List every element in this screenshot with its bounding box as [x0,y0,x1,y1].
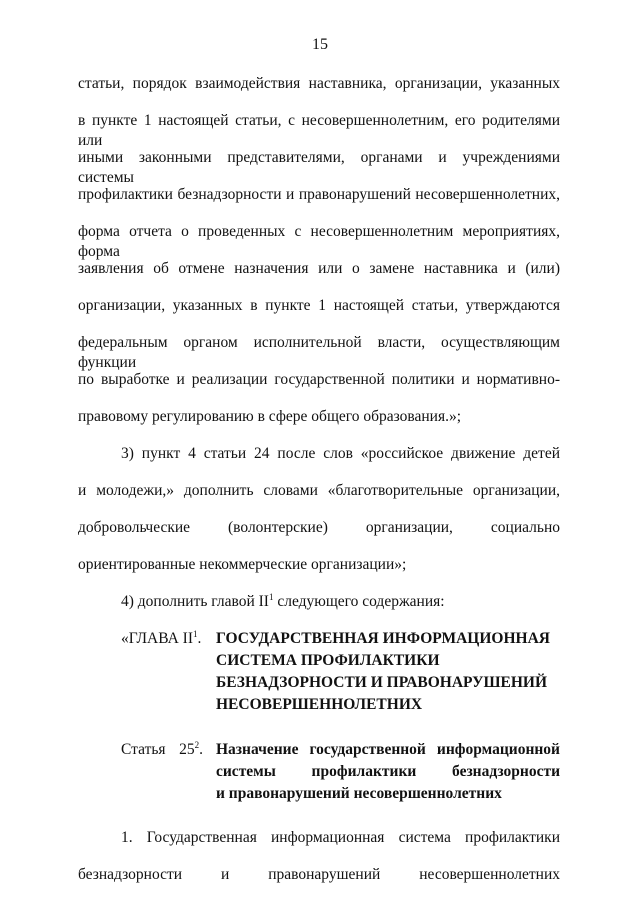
text-line: организации, указанных в пункте 1 настоящей статьи, утверждаются [78,297,560,314]
text-span: 4) дополнить главой II [121,593,269,610]
text-line: в пункте 1 настоящей статьи, с несовершеннолетним, его родителями или [78,112,560,149]
text-line: профилактики безнадзорности и правонарушений несовершеннолетних, [78,186,560,203]
text-line: правовому регулированию в сфере общего образования.»; [78,408,462,425]
chapter-title-line: ГОСУДАРСТВЕННАЯ ИНФОРМАЦИОННАЯ [216,630,550,647]
text-line: 1. Государственная информационная система профилактики [121,829,560,846]
page-number: 15 [312,36,328,53]
text-line: по выработке и реализации государственной политики и нормативно- [78,371,560,388]
text-line: иными законными представителями, органами и учреждениями системы [78,149,560,186]
chapter-title-line: БЕЗНАДЗОРНОСТИ И ПРАВОНАРУШЕНИЙ [216,674,548,691]
text-line [121,592,445,612]
article-title-line: системы профилактики безнадзорности [216,763,560,780]
text-span: Статья [121,741,166,758]
text-span: . [199,741,203,758]
superscript: 1 [193,628,198,639]
text-line: статьи, порядок взаимодействия наставника, организации, указанных [78,75,560,92]
article-title-line: и правонарушений несовершеннолетних [216,785,502,802]
text-line: федеральным органом исполнительной власти, осуществляющим функции [78,334,560,371]
article-number [179,740,203,760]
article-title-line: Назначение государственной информационной [216,741,560,758]
text-line: 3) пункт 4 статьи 24 после слов «российское движение детей [121,445,560,462]
text-line: и молодежи,» дополнить словами «благотворительные организации, [78,482,560,499]
text-span: «ГЛАВА II [121,630,194,647]
text-span: . [197,630,202,647]
article-label [121,740,203,760]
text-line: форма отчета о проведенных с несовершеннолетним мероприятиях, форма [78,223,560,260]
text-span: следующего содержания: [273,593,445,610]
superscript: 1 [268,591,274,602]
chapter-label [121,629,201,649]
text-line: заявления об отмене назначения или о замене наставника и (или) [78,260,560,277]
text-line: ориентированные некоммерческие организации»; [78,556,407,573]
chapter-title-line: НЕСОВЕРШЕННОЛЕТНИХ [216,696,423,713]
text-line: добровольческие (волонтерские) организации, социально [78,519,560,536]
text-line: безнадзорности и правонарушений несовершеннолетних [78,866,560,883]
superscript: 2 [194,739,200,750]
text-span: 25 [179,741,195,758]
chapter-title-line: СИСТЕМА ПРОФИЛАКТИКИ [216,652,440,669]
